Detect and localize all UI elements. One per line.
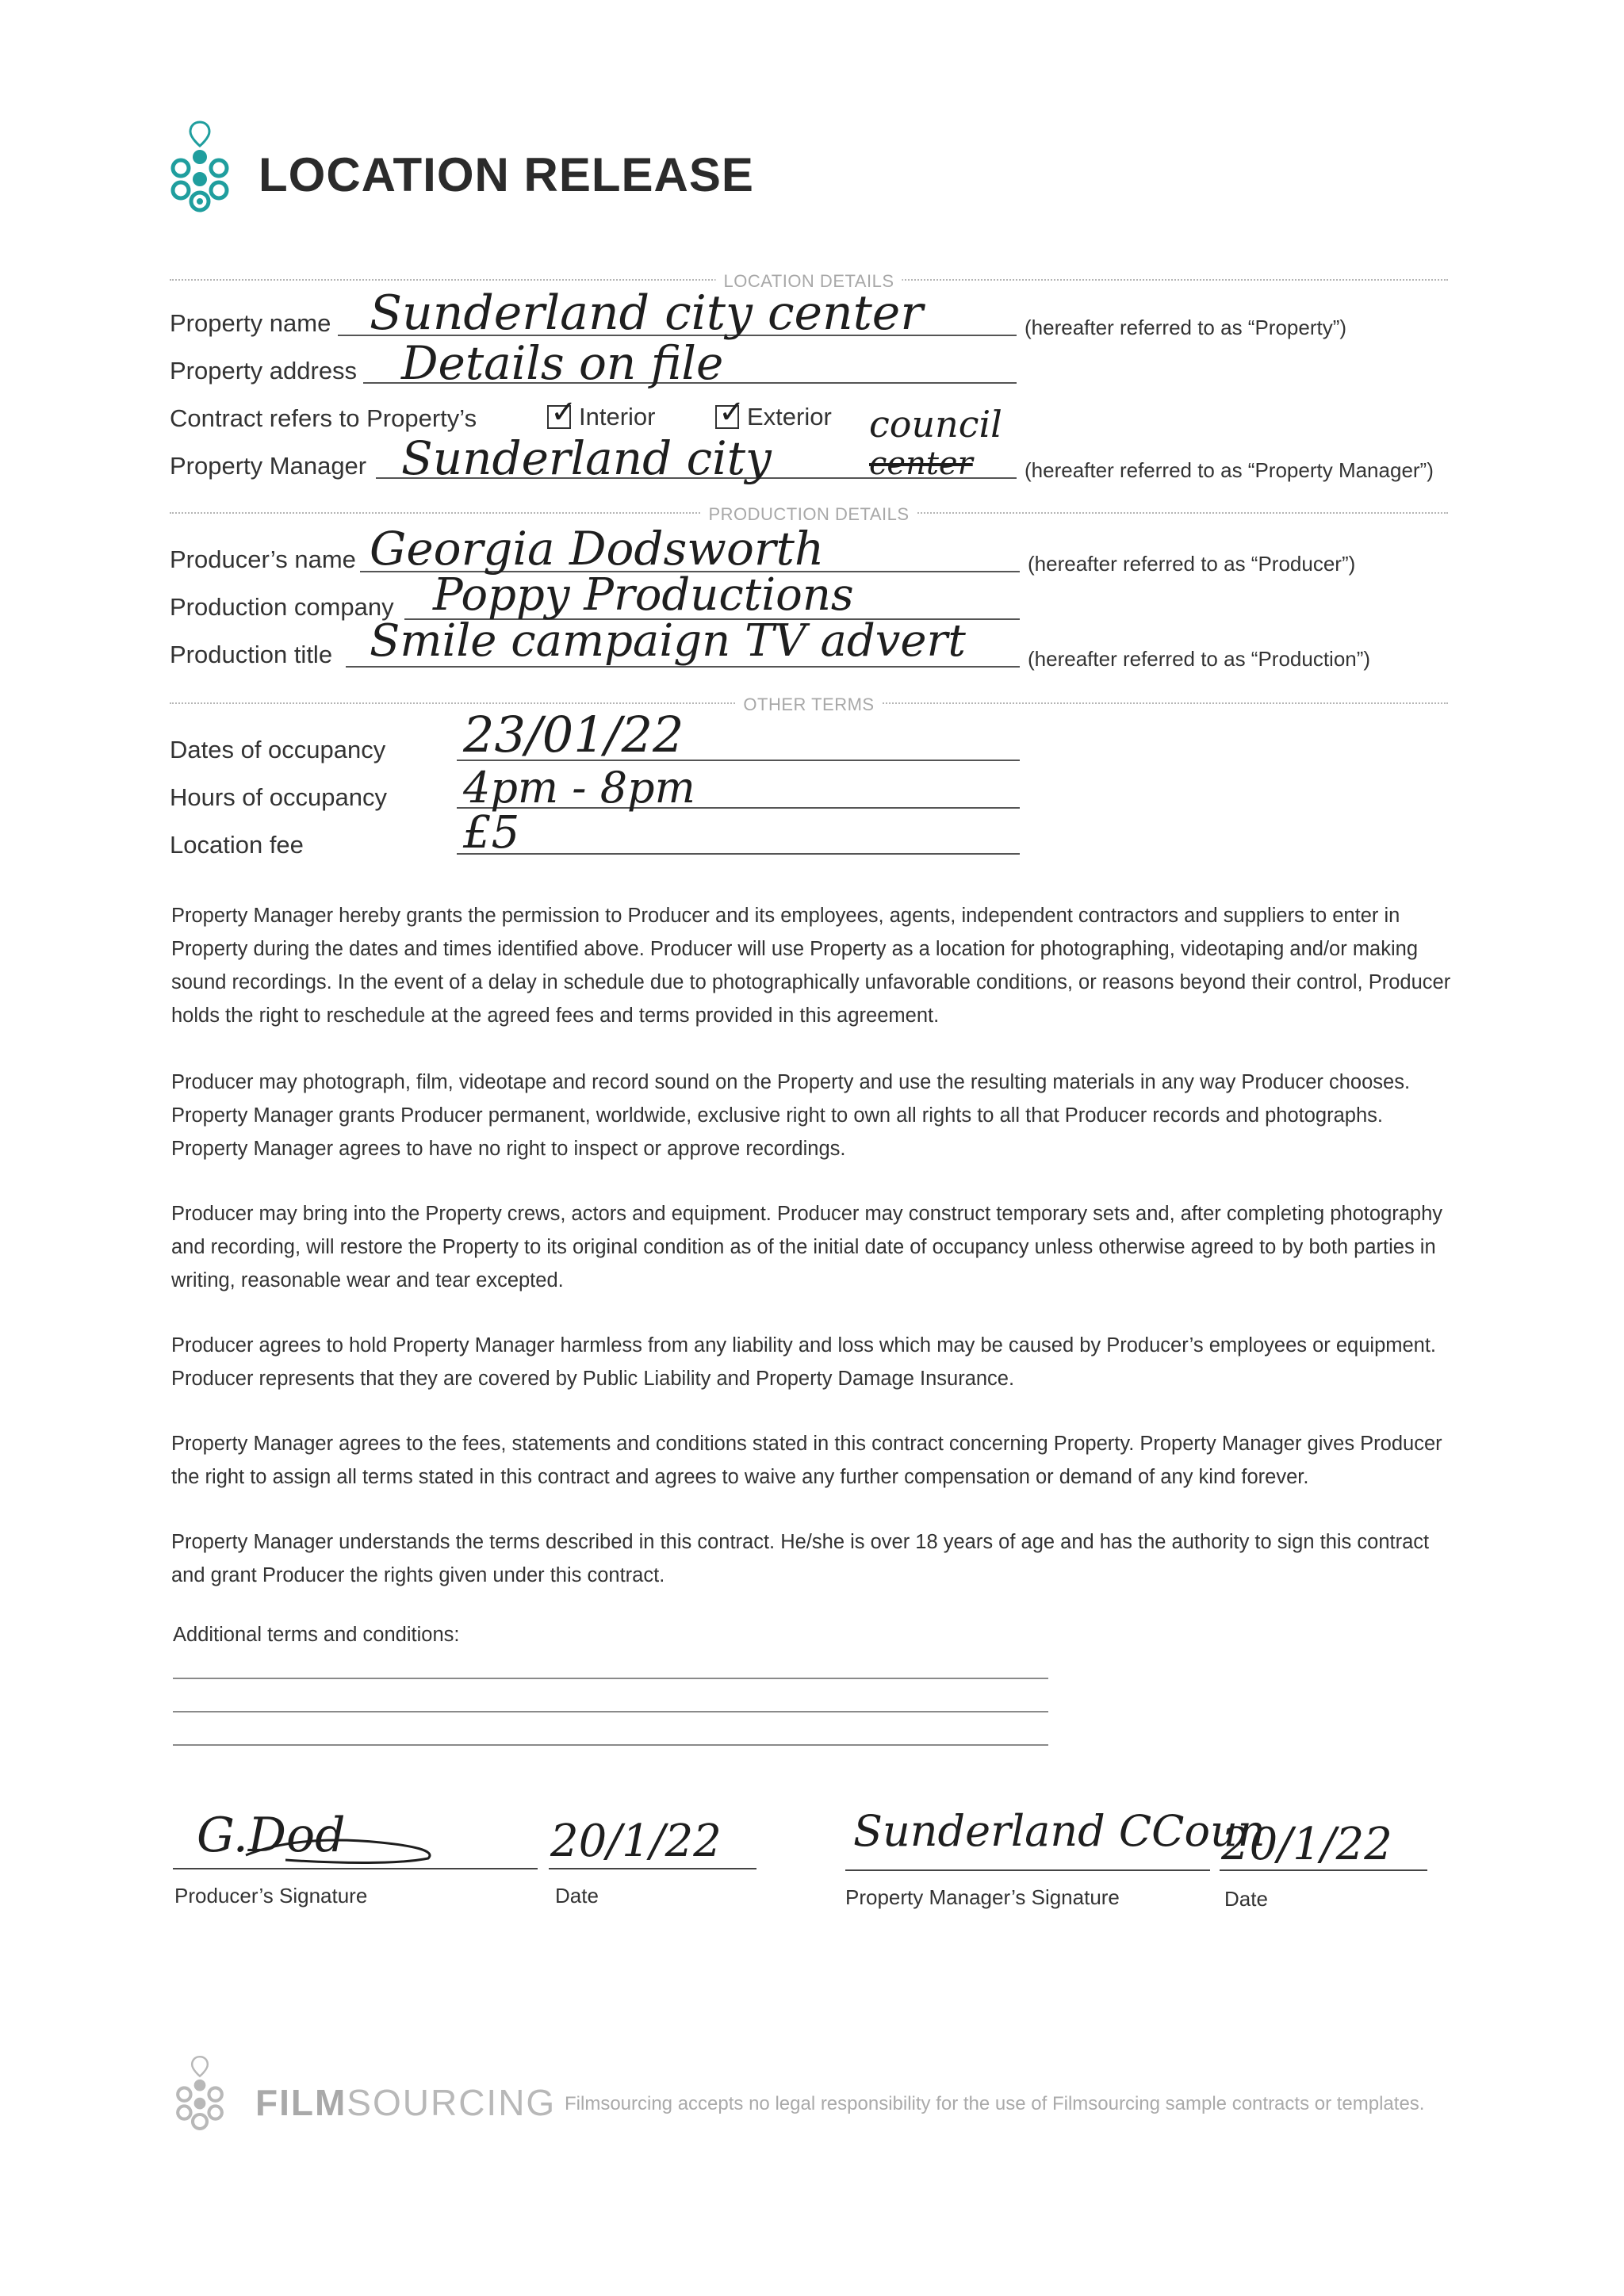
production-title-note: (hereafter referred to as “Production”) xyxy=(1028,647,1371,671)
producer-signature-label: Producer’s Signature xyxy=(174,1884,368,1908)
manager-signature-label: Property Manager’s Signature xyxy=(845,1885,1120,1909)
property-manager-correction: council xyxy=(869,403,1002,446)
checkmark-icon: ✓ xyxy=(550,394,577,430)
producer-name-value[interactable]: Georgia Dodsworth xyxy=(370,522,825,576)
filmsourcing-brand xyxy=(255,2081,556,2124)
additional-terms-line[interactable] xyxy=(173,1678,1048,1679)
terms-paragraph: Property Manager understands the terms described in this contract. He/she is over 18 years of age and has the authority to sign this contract and grant Producer the rights given under this contract. xyxy=(171,1531,1430,1586)
producer-signature: G.Dod xyxy=(197,1808,346,1863)
manager-date-label: Date xyxy=(1224,1887,1268,1911)
property-address-label: Property address xyxy=(170,357,358,385)
manager-date-value[interactable]: 20/1/22 xyxy=(1221,1819,1392,1870)
interior-checkbox[interactable] xyxy=(547,394,656,431)
location-pin-logo-icon xyxy=(165,119,235,214)
section-caption: PRODUCTION DETAILS xyxy=(700,504,917,525)
property-name-value[interactable]: Sunderland city center xyxy=(370,285,923,341)
production-title-value[interactable]: Smile campaign TV advert xyxy=(370,615,966,667)
terms-paragraph: Property Manager hereby grants the permission to Producer and its employees, agents, independent contractors and suppliers to enter in Property during the dates and times identified above. Producer will use Property as a location for photographing, videotaping and/or making sound recordings. In the event of a delay in schedule due to photographically unfavorable conditions, or reasons beyond their control, Producer holds the right to reschedule at the agreed fees and terms provided in this agreement. xyxy=(171,905,1451,1027)
additional-terms-line[interactable] xyxy=(173,1711,1048,1712)
producer-date-label: Date xyxy=(555,1884,599,1908)
production-company-label: Production company xyxy=(170,593,394,621)
footer-disclaimer: Filmsourcing accepts no legal responsibility for the use of Filmsourcing sample contracts or templates. xyxy=(565,2093,1425,2114)
property-name-note: (hereafter referred to as “Property”) xyxy=(1025,316,1347,339)
section-location-details xyxy=(170,271,1448,291)
manager-date-line xyxy=(1220,1869,1427,1871)
fee-line xyxy=(457,853,1020,855)
section-production-details xyxy=(170,504,1448,524)
contract-refers-label: Contract refers to Property’s xyxy=(170,404,477,432)
filmsourcing-logo-icon xyxy=(171,2053,228,2133)
fee-label: Location fee xyxy=(170,831,304,859)
property-manager-label: Property Manager xyxy=(170,452,367,480)
document-title: LOCATION RELEASE xyxy=(259,148,754,201)
terms-paragraph: Producer agrees to hold Property Manager harmless from any liability and loss which may be caused by Producer’s employees or equipment. Producer represents that they are covered by Public Liability and Property Damage Insurance. xyxy=(171,1334,1437,1390)
property-name-label: Property name xyxy=(170,309,331,337)
terms-paragraph: Property Manager agrees to the fees, statements and conditions stated in this contract concerning Property. Property Manager gives Producer the right to assign all terms stated in this contract and agrees to waive any further compensation or demand of any kind forever. xyxy=(171,1433,1442,1488)
additional-terms-label: Additional terms and conditions: xyxy=(173,1624,460,1646)
fee-value[interactable]: £5 xyxy=(463,807,520,859)
producer-date-value[interactable]: 20/1/22 xyxy=(550,1816,722,1867)
hours-label: Hours of occupancy xyxy=(170,783,387,811)
manager-signature: Sunderland CCoun xyxy=(853,1806,1266,1856)
property-manager-note: (hereafter referred to as “Property Manager”) xyxy=(1025,458,1434,482)
producer-name-label: Producer’s name xyxy=(170,545,356,573)
production-title-label: Production title xyxy=(170,641,333,668)
property-manager-value[interactable]: Sunderland city xyxy=(401,431,772,485)
interior-label: Interior xyxy=(579,403,656,430)
terms-paragraph: Producer may bring into the Property crews, actors and equipment. Producer may construct temporary sets and, after completing photography and recording, will restore the Property to its original condition as of the initial date of occupancy unless otherwise agreed to by both parties in writing, reasonable wear and tear excepted. xyxy=(171,1203,1443,1292)
additional-terms-line[interactable] xyxy=(173,1744,1048,1746)
hours-value[interactable]: 4pm - 8pm xyxy=(463,763,695,813)
checkmark-icon: ✓ xyxy=(718,394,745,430)
producer-signature-line[interactable] xyxy=(173,1868,538,1869)
property-address-value[interactable]: Details on file xyxy=(401,336,724,390)
exterior-checkbox[interactable] xyxy=(715,394,832,431)
signature-scribble-icon xyxy=(238,1823,444,1871)
terms-paragraph: Producer may photograph, film, videotape and record sound on the Property and use the resulting materials in any way Producer chooses. Property Manager grants Producer permanent, worldwide, exclusive right to own all rights to all that Producer records and photographs. Property Manager agrees to have no right to inspect or approve recordings. xyxy=(171,1071,1411,1160)
exterior-label: Exterior xyxy=(747,403,832,430)
section-other-terms xyxy=(170,695,1448,714)
section-caption: OTHER TERMS xyxy=(735,695,882,715)
producer-name-note: (hereafter referred to as “Producer”) xyxy=(1028,552,1356,576)
dates-label: Dates of occupancy xyxy=(170,736,386,763)
property-manager-struck-text: center xyxy=(869,446,973,482)
production-company-value[interactable]: Poppy Productions xyxy=(433,569,854,621)
section-caption: LOCATION DETAILS xyxy=(715,271,902,292)
dates-value[interactable]: 23/01/22 xyxy=(463,706,684,763)
manager-signature-line[interactable] xyxy=(845,1869,1210,1871)
brand-bold: FILM xyxy=(255,2082,347,2123)
brand-light: SOURCING xyxy=(347,2082,557,2123)
producer-date-line xyxy=(549,1868,756,1869)
